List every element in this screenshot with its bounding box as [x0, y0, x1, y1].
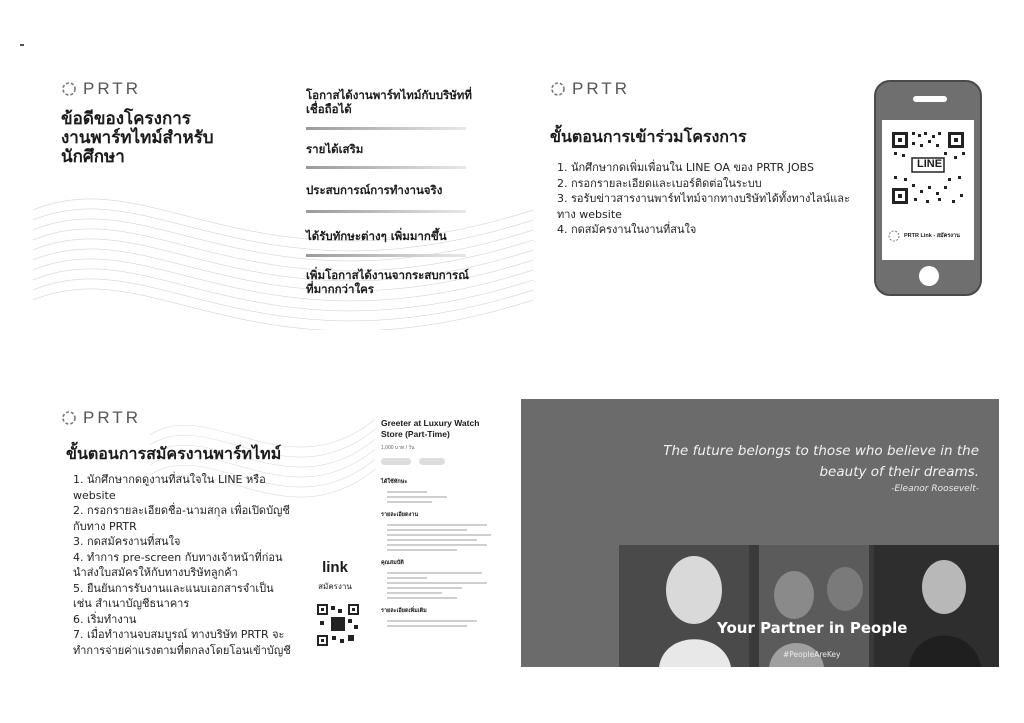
apply-step: 1. นักศึกษากดดูงานที่สนใจใน LINE หรือ website [73, 473, 266, 502]
prtr-logo-icon [550, 81, 566, 97]
line-account-name: PRTR Link - สมัครงาน [904, 233, 960, 239]
job-text-line [387, 496, 447, 498]
prtr-logo [61, 408, 141, 428]
job-text-line [387, 572, 482, 574]
benefit-divider [306, 166, 466, 169]
line-account [888, 230, 970, 242]
apply-steps [73, 472, 293, 658]
job-text-line [387, 534, 491, 536]
people-photo [619, 545, 999, 667]
apply-step: 5. ยืนยันการรับงานและแนบเอกสารจำเป็น เช่น สำเนาบัญชีธนาคาร [73, 581, 274, 610]
benefit-divider [306, 210, 466, 213]
job-text-line [387, 625, 467, 627]
job-section-heading: คุณสมบัติ [381, 560, 404, 566]
link-logo: link [322, 559, 348, 576]
benefit-item: ประสบการณ์การทำงานจริง [306, 183, 443, 197]
prtr-logo-icon [61, 410, 77, 426]
benefits-title-line: ข้อดีของโครงการ [61, 109, 191, 129]
benefit-item: โอกาสได้งานพาร์ทไทม์กับบริษัทที่เชื่อถือได้ [306, 88, 472, 116]
benefit-item: เพิ่มโอกาสได้งานจากระสบการณ์ที่มากกว่าใคร [306, 268, 469, 296]
job-tag [419, 458, 445, 465]
banner-quote-author: -Eleanor Roosevelt- [891, 484, 979, 494]
link-box [300, 555, 370, 655]
apply-title: ขั้นตอนการสมัครงานพาร์ทไทม์ [66, 444, 282, 463]
phone-speaker [913, 96, 947, 102]
job-text-line [387, 491, 427, 493]
benefits-title-line: นักศึกษา [61, 147, 125, 167]
job-text-line [387, 524, 487, 526]
job-salary: 1,000 บาท / วัน [381, 445, 415, 451]
join-step: 4. กดสมัครงานในงานที่สนใจ [557, 223, 697, 236]
banner-quote: The future belongs to those who believe in the beauty of their dreams. [663, 443, 979, 480]
job-text-line [387, 529, 467, 531]
apply-step: 4. ทำการ pre-screen กับทางเจ้าหน้าที่ก่อนนำส่งใบสมัครให้กับทางบริษัทลูกค้า [73, 550, 283, 579]
job-title: Greeter at Luxury Watch Store (Part-Time) [381, 418, 480, 439]
job-text-line [387, 577, 427, 579]
account-avatar-icon [888, 230, 900, 242]
benefits-title-line: งานพาร์ทไทม์สำหรับ [61, 128, 214, 148]
qr-line-label: LINE [917, 158, 943, 170]
scan-speck [20, 44, 24, 46]
job-text-line [387, 539, 477, 541]
apply-step: 2. กรอกรายละเอียดชื่อ-นามสกุล เพื่อเปิดบัญชีกับทาง PRTR [73, 504, 290, 533]
job-text-line [387, 544, 487, 546]
people-illustration [619, 545, 999, 667]
job-section-heading: ได้ใช้ทักษะ [381, 479, 408, 485]
benefits-title [61, 110, 214, 167]
link-label: สมัครงาน [318, 582, 352, 591]
partner-banner [521, 399, 999, 667]
prtr-logo [61, 79, 141, 99]
prtr-logo-icon [61, 81, 77, 97]
prtr-logo [550, 79, 630, 99]
benefit-divider [306, 254, 466, 257]
job-text-line [387, 620, 477, 622]
benefit-item: รายได้เสริม [306, 142, 364, 156]
line-qr-code-icon[interactable] [882, 120, 974, 220]
join-step: 3. รอรับข่าวสารงานพาร์ทไทม์จากทางบริษัทได้ทั้งทางไลน์และทาง website [557, 192, 850, 221]
join-step: 1. นักศึกษากดเพิ่มเพื่อนใน LINE OA ของ PRTR JOBS [557, 161, 814, 174]
banner-tagline: Your Partner in People [717, 619, 908, 637]
job-text-line [387, 592, 442, 594]
apply-step: 7. เมื่อทำงานจบสมบูรณ์ ทางบริษัท PRTR จะทำการจ่ายค่าแรงตามที่ตกลงโดยโอนเข้าบัญชี [73, 628, 291, 657]
apply-qr-code-icon[interactable] [316, 603, 360, 647]
phone-mockup [874, 80, 982, 296]
benefit-item: ได้รับทักษะต่างๆ เพิ่มมากขึ้น [306, 229, 447, 243]
apply-step: 6. เริ่มทำงาน [73, 612, 137, 626]
job-section-heading: รายละเอียดเพิ่มเติม [381, 608, 427, 614]
job-card[interactable] [375, 412, 505, 652]
join-step: 2. กรอกรายละเอียดและเบอร์ติดต่อในระบบ [557, 176, 762, 190]
job-text-line [387, 582, 487, 584]
banner-hashtag: #PeopleAreKey [783, 650, 841, 659]
phone-screen [882, 120, 974, 260]
benefit-divider [306, 127, 466, 130]
join-steps [557, 160, 857, 238]
phone-home-button [919, 266, 939, 286]
job-section-heading: รายละเอียดงาน [381, 512, 419, 518]
brand-name: PRTR [572, 79, 630, 98]
join-title: ขั้นตอนการเข้าร่วมโครงการ [550, 127, 747, 146]
job-tag [381, 458, 411, 465]
brand-name: PRTR [83, 79, 141, 98]
brand-name: PRTR [83, 408, 141, 427]
apply-step: 3. กดสมัครงานที่สนใจ [73, 535, 181, 548]
job-text-line [387, 587, 462, 589]
